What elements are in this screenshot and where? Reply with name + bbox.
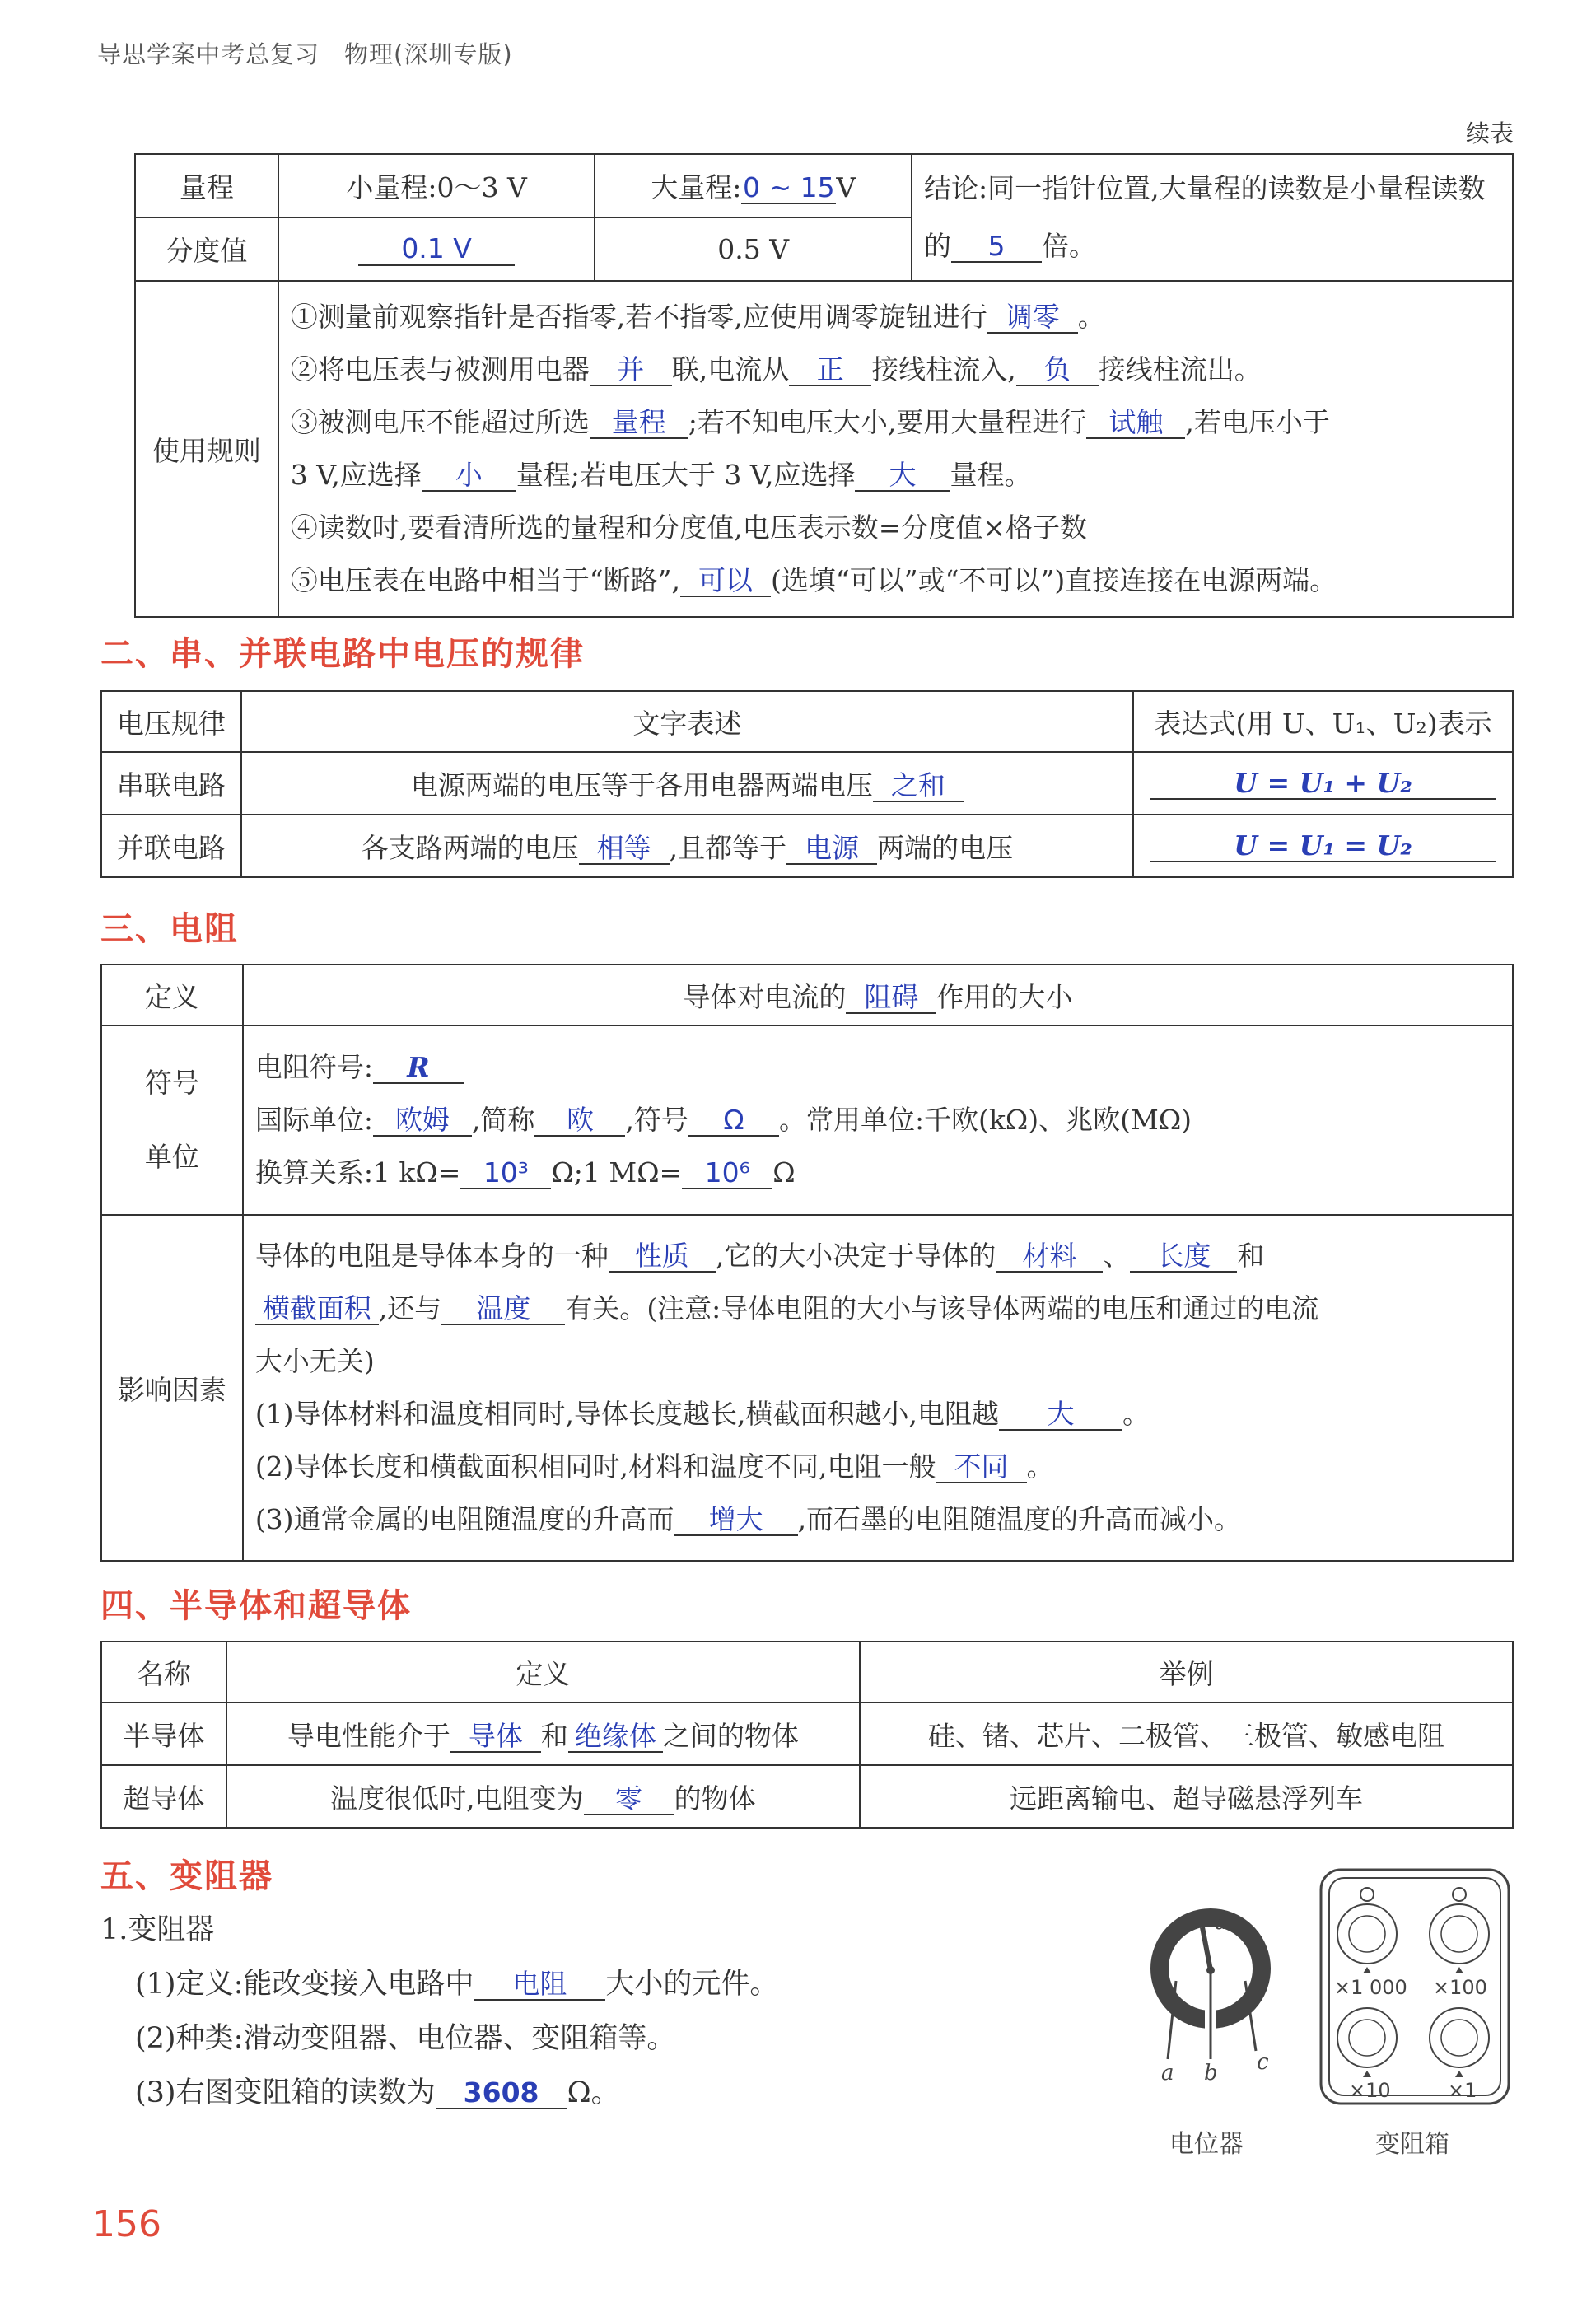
voltmeter-table xyxy=(134,153,1514,618)
section-3-title: 三、电阻 xyxy=(100,910,239,948)
knob-1000 xyxy=(1360,1888,1374,1901)
pointer-10 xyxy=(1363,2071,1371,2077)
factor-1-c: 、 xyxy=(1103,1240,1131,1272)
small-division-cell xyxy=(278,217,595,281)
col-voltage-law: 电压规律 xyxy=(101,691,241,752)
parallel-b: ,且都等于 xyxy=(669,831,787,864)
multiplier-10: ×10 xyxy=(1349,2079,1391,2102)
unit-line xyxy=(255,1094,1500,1147)
parallel-text-cell xyxy=(241,815,1133,877)
section-4-title: 四、半导体和超导体 xyxy=(100,1587,412,1625)
rheostat-def-a: (1)定义:能改变接入电路中 xyxy=(135,1968,474,2001)
conclusion-after: 倍。 xyxy=(1041,230,1096,262)
conversion-line xyxy=(255,1147,1500,1199)
rheostat-reading xyxy=(100,2066,778,2120)
factor-1-answer-1: 性质 xyxy=(609,1241,716,1273)
dial-ring-1000 xyxy=(1337,1904,1397,1964)
multiplier-100: ×100 xyxy=(1433,1976,1487,1999)
rule-3-answer-3: 小 xyxy=(422,460,516,492)
semiconductor-table xyxy=(100,1641,1514,1829)
semi-c: 之间的物体 xyxy=(662,1719,799,1752)
definition-label: 定义 xyxy=(101,965,243,1025)
super-a: 温度很低时,电阻变为 xyxy=(330,1782,584,1815)
rule-1-answer: 调零 xyxy=(987,302,1078,334)
range-label: 量程 xyxy=(135,154,278,217)
unit-answer-1: 欧姆 xyxy=(373,1105,472,1137)
page-number: 156 xyxy=(92,2203,161,2245)
division-label: 分度值 xyxy=(135,217,278,281)
rheostat-reading-a: (3)右图变阻箱的读数为 xyxy=(135,2076,436,2109)
symbol-text: 电阻符号: xyxy=(254,1051,373,1083)
conversion-c: Ω xyxy=(772,1156,796,1189)
rule-3-answer-4: 大 xyxy=(855,460,950,492)
rule-3-a: ③被测电压不能超过所选 xyxy=(290,406,590,438)
conversion-answer-1: 10³ xyxy=(460,1158,551,1189)
small-range: 小量程:0～3 V xyxy=(278,154,595,217)
multiplier-1: ×1 xyxy=(1448,2079,1477,2102)
semi-example: 硅、锗、芯片、二极管、三极管、敏感电阻 xyxy=(860,1702,1513,1765)
large-range-answer: 0 ~ 15 xyxy=(743,171,835,203)
section-2-title: 二、串、并联电路中电压的规律 xyxy=(100,635,585,673)
unit-a: 国际单位: xyxy=(254,1104,373,1136)
semi-answer-1: 导体 xyxy=(450,1721,541,1753)
factor-line-2 xyxy=(255,1282,1500,1335)
factor-label: 影响因素 xyxy=(101,1215,243,1561)
rule-3-line-2 xyxy=(291,449,1500,502)
multiplier-1000: ×1 000 xyxy=(1334,1976,1407,1999)
rule-1-text: ①测量前观察指针是否指零,若不指零,应使用调零旋钮进行 xyxy=(290,301,987,333)
symbol-answer: R xyxy=(373,1053,464,1084)
dial-center-100 xyxy=(1441,1916,1477,1952)
conclusion-answer: 5 xyxy=(951,231,1042,263)
factor-6-a: (3)通常金属的电阻随温度的升高而 xyxy=(254,1503,674,1535)
super-answer: 零 xyxy=(584,1784,674,1815)
series-text: 电源两端的电压等于各用电器两端电压 xyxy=(410,768,873,801)
factor-6-b: ,而石墨的电阻随温度的升高而减小。 xyxy=(797,1503,1242,1535)
series-text-cell xyxy=(241,752,1133,815)
factor-line-5 xyxy=(255,1441,1500,1493)
semi-answer-2: 绝缘体 xyxy=(568,1721,663,1753)
section-5-title: 五、变阻器 xyxy=(100,1857,273,1895)
rule-4: ④读数时,要看清所选的量程和分度值,电压表示数=分度值×格子数 xyxy=(290,511,1088,544)
rule-3-c: ,若电压小于 xyxy=(1185,406,1330,438)
rule-2-b: 联,电流从 xyxy=(671,353,790,385)
label-a: a xyxy=(1161,2061,1174,2084)
parallel-label: 并联电路 xyxy=(101,815,241,877)
dial-1000 xyxy=(1334,1888,1407,1999)
symbol-unit-cell xyxy=(243,1025,1513,1215)
col-definition: 定义 xyxy=(226,1642,860,1702)
definition-b: 作用的大小 xyxy=(936,980,1073,1013)
rule-3-e: 量程;若电压大于 3 V,应选择 xyxy=(516,459,856,491)
factor-5-answer: 不同 xyxy=(936,1452,1027,1483)
conclusion-cell xyxy=(912,154,1513,281)
dial-100 xyxy=(1430,1888,1489,1999)
factor-1-b: ,它的大小决定于导体的 xyxy=(715,1240,996,1272)
semi-definition-cell xyxy=(226,1702,860,1765)
resistance-table xyxy=(100,964,1514,1562)
parallel-answer-2: 电源 xyxy=(786,834,877,865)
rule-3-answer-2: 试触 xyxy=(1086,408,1185,439)
col-text: 文字表述 xyxy=(241,691,1133,752)
potentiometer-figure xyxy=(1136,1894,1285,2084)
rule-2-answer-3: 负 xyxy=(1016,355,1099,386)
conversion-answer-2: 10⁶ xyxy=(682,1158,772,1189)
factor-1-a: 导体的电阻是导体本身的一种 xyxy=(254,1240,609,1272)
factor-1-d: 和 xyxy=(1237,1240,1265,1272)
knob-100 xyxy=(1453,1888,1466,1901)
rule-5-a: ⑤电压表在电路中相当于“断路”, xyxy=(290,564,680,596)
factor-2-answer-1: 横截面积 xyxy=(255,1294,379,1325)
super-b: 的物体 xyxy=(674,1782,756,1815)
col-formula: 表达式(用 U、U₁、U₂)表示 xyxy=(1133,691,1513,752)
large-range-prefix: 大量程: xyxy=(651,171,742,203)
conversion-b: Ω;1 MΩ= xyxy=(551,1156,683,1189)
rheostat-reading-b: Ω。 xyxy=(567,2076,620,2109)
pointer-100 xyxy=(1455,1967,1463,1973)
rheostat-definition xyxy=(100,1957,778,2011)
unit-d: 。常用单位:千欧(kΩ)、兆欧(MΩ) xyxy=(778,1104,1192,1136)
parallel-formula-cell xyxy=(1133,815,1513,877)
factor-cell xyxy=(243,1215,1513,1561)
symbol-line xyxy=(255,1041,1500,1094)
rheostat-reading-answer: 3608 xyxy=(436,2078,567,2109)
rule-5-answer: 可以 xyxy=(680,566,771,597)
continued-label: 续表 xyxy=(1465,119,1514,147)
dial-10 xyxy=(1337,2008,1397,2102)
definition-cell xyxy=(243,965,1513,1025)
super-label: 超导体 xyxy=(101,1765,226,1828)
rule-3-answer-1: 量程 xyxy=(590,408,688,439)
parallel-answer-1: 相等 xyxy=(579,834,670,865)
rule-2-answer-1: 并 xyxy=(590,355,672,386)
section-5-body xyxy=(100,1903,778,2120)
factor-1-answer-2: 材料 xyxy=(996,1241,1103,1273)
dial-center-10 xyxy=(1349,2020,1385,2056)
rules-cell xyxy=(278,281,1513,617)
semi-a: 导电性能介于 xyxy=(287,1719,450,1752)
rule-3-d: 3 V,应选择 xyxy=(290,459,422,491)
definition-answer: 阻碍 xyxy=(846,983,936,1014)
rheostat-heading: 1.变阻器 xyxy=(100,1913,215,1946)
factor-4-b: 。 xyxy=(1122,1398,1150,1430)
rule-2-d: 接线柱流出。 xyxy=(1098,353,1262,385)
parallel-formula: U = U₁ = U₂ xyxy=(1150,831,1496,862)
rheostat-def-answer: 电阻 xyxy=(474,1969,605,2001)
dial-ring-1 xyxy=(1430,2008,1489,2067)
unit-b: ,简称 xyxy=(471,1104,535,1136)
rule-3-b: ;若不知电压大小,要用大量程进行 xyxy=(688,406,1087,438)
factor-2-b: 有关。(注意:导体电阻的大小与该导体两端的电压和通过的电流 xyxy=(565,1292,1319,1324)
rheostat-def-b: 大小的元件。 xyxy=(605,1968,779,2001)
symbol-unit-label-cell xyxy=(101,1025,243,1215)
col-example: 举例 xyxy=(860,1642,1513,1702)
factor-2-answer-2: 温度 xyxy=(441,1294,565,1325)
rule-2-c: 接线柱流入, xyxy=(871,353,1016,385)
dial-ring-10 xyxy=(1337,2008,1397,2067)
symbol-label: 符号 xyxy=(144,1067,199,1099)
page-header: 导思学案中考总复习 物理(深圳专版) xyxy=(97,40,513,68)
col-name: 名称 xyxy=(101,1642,226,1702)
pointer-1000 xyxy=(1363,1967,1371,1973)
rule-1 xyxy=(291,291,1500,343)
series-label: 串联电路 xyxy=(101,752,241,815)
label-b: b xyxy=(1204,2061,1218,2084)
label-spacer xyxy=(103,1112,241,1128)
unit-answer-3: Ω xyxy=(688,1105,779,1137)
factor-line-4 xyxy=(255,1388,1500,1441)
large-division: 0.5 V xyxy=(595,217,912,281)
rule-1-after: 。 xyxy=(1077,301,1105,333)
super-example: 远距离输电、超导磁悬浮列车 xyxy=(860,1765,1513,1828)
label-c: c xyxy=(1257,2050,1269,2075)
label-d: d xyxy=(1215,1910,1229,1935)
resistance-box-caption: 变阻箱 xyxy=(1375,2130,1449,2159)
large-range-suffix: V xyxy=(836,171,856,203)
small-division-answer: 0.1 V xyxy=(358,234,515,265)
parallel-a: 各支路两端的电压 xyxy=(361,831,579,864)
conclusion-text: 结论:同一指针位置,大量程的读数是小量程读数的 xyxy=(923,172,1486,262)
factor-1-answer-3: 长度 xyxy=(1130,1241,1237,1273)
factor-line-6 xyxy=(255,1493,1500,1546)
factor-line-3: 大小无关) xyxy=(254,1345,375,1377)
series-answer: 之和 xyxy=(873,771,964,802)
conversion-a: 换算关系:1 kΩ= xyxy=(254,1156,461,1189)
rheostat-kinds: (2)种类:滑动变阻器、电位器、变阻箱等。 xyxy=(135,2022,676,2055)
unit-answer-2: 欧 xyxy=(534,1105,625,1137)
dial-center-1000 xyxy=(1349,1916,1385,1952)
wiper-pivot xyxy=(1206,1966,1215,1974)
rules-label: 使用规则 xyxy=(135,281,278,617)
rule-2-answer-2: 正 xyxy=(789,355,871,386)
rule-2 xyxy=(291,343,1500,396)
rule-2-a: ②将电压表与被测用电器 xyxy=(290,353,590,385)
series-formula: U = U₁ + U₂ xyxy=(1150,768,1496,800)
definition-a: 导体对电流的 xyxy=(683,980,847,1013)
factor-5-b: 。 xyxy=(1026,1450,1054,1483)
factor-4-a: (1)导体材料和温度相同时,导体长度越长,横截面积越小,电阻越 xyxy=(254,1398,1000,1430)
large-range-cell xyxy=(595,154,912,217)
factor-5-a: (2)导体长度和横截面积相同时,材料和温度不同,电阻一般 xyxy=(254,1450,936,1483)
dial-ring-100 xyxy=(1430,1904,1489,1964)
dial-center-1 xyxy=(1441,2020,1477,2056)
super-definition-cell xyxy=(226,1765,860,1828)
factor-6-answer: 增大 xyxy=(674,1505,798,1536)
rule-3-f: 量程。 xyxy=(950,459,1032,491)
rule-5 xyxy=(291,554,1500,607)
factor-2-a: ,还与 xyxy=(378,1292,442,1324)
parallel-c: 两端的电压 xyxy=(877,831,1014,864)
factor-4-answer: 大 xyxy=(999,1399,1122,1431)
potentiometer-caption: 电位器 xyxy=(1169,2130,1244,2159)
dial-1 xyxy=(1430,2008,1489,2102)
resistance-box-figure xyxy=(1318,1866,1512,2107)
unit-label: 单位 xyxy=(144,1141,199,1173)
semi-label: 半导体 xyxy=(101,1702,226,1765)
factor-line-1 xyxy=(255,1230,1500,1282)
unit-c: ,符号 xyxy=(625,1104,688,1136)
semi-b: 和 xyxy=(540,1719,568,1752)
series-formula-cell xyxy=(1133,752,1513,815)
pointer-1 xyxy=(1455,2071,1463,2077)
rule-3-line-1 xyxy=(291,396,1500,449)
voltage-law-table xyxy=(100,690,1514,878)
rule-5-b: (选填“可以”或“不可以”)直接连接在电源两端。 xyxy=(771,564,1337,596)
